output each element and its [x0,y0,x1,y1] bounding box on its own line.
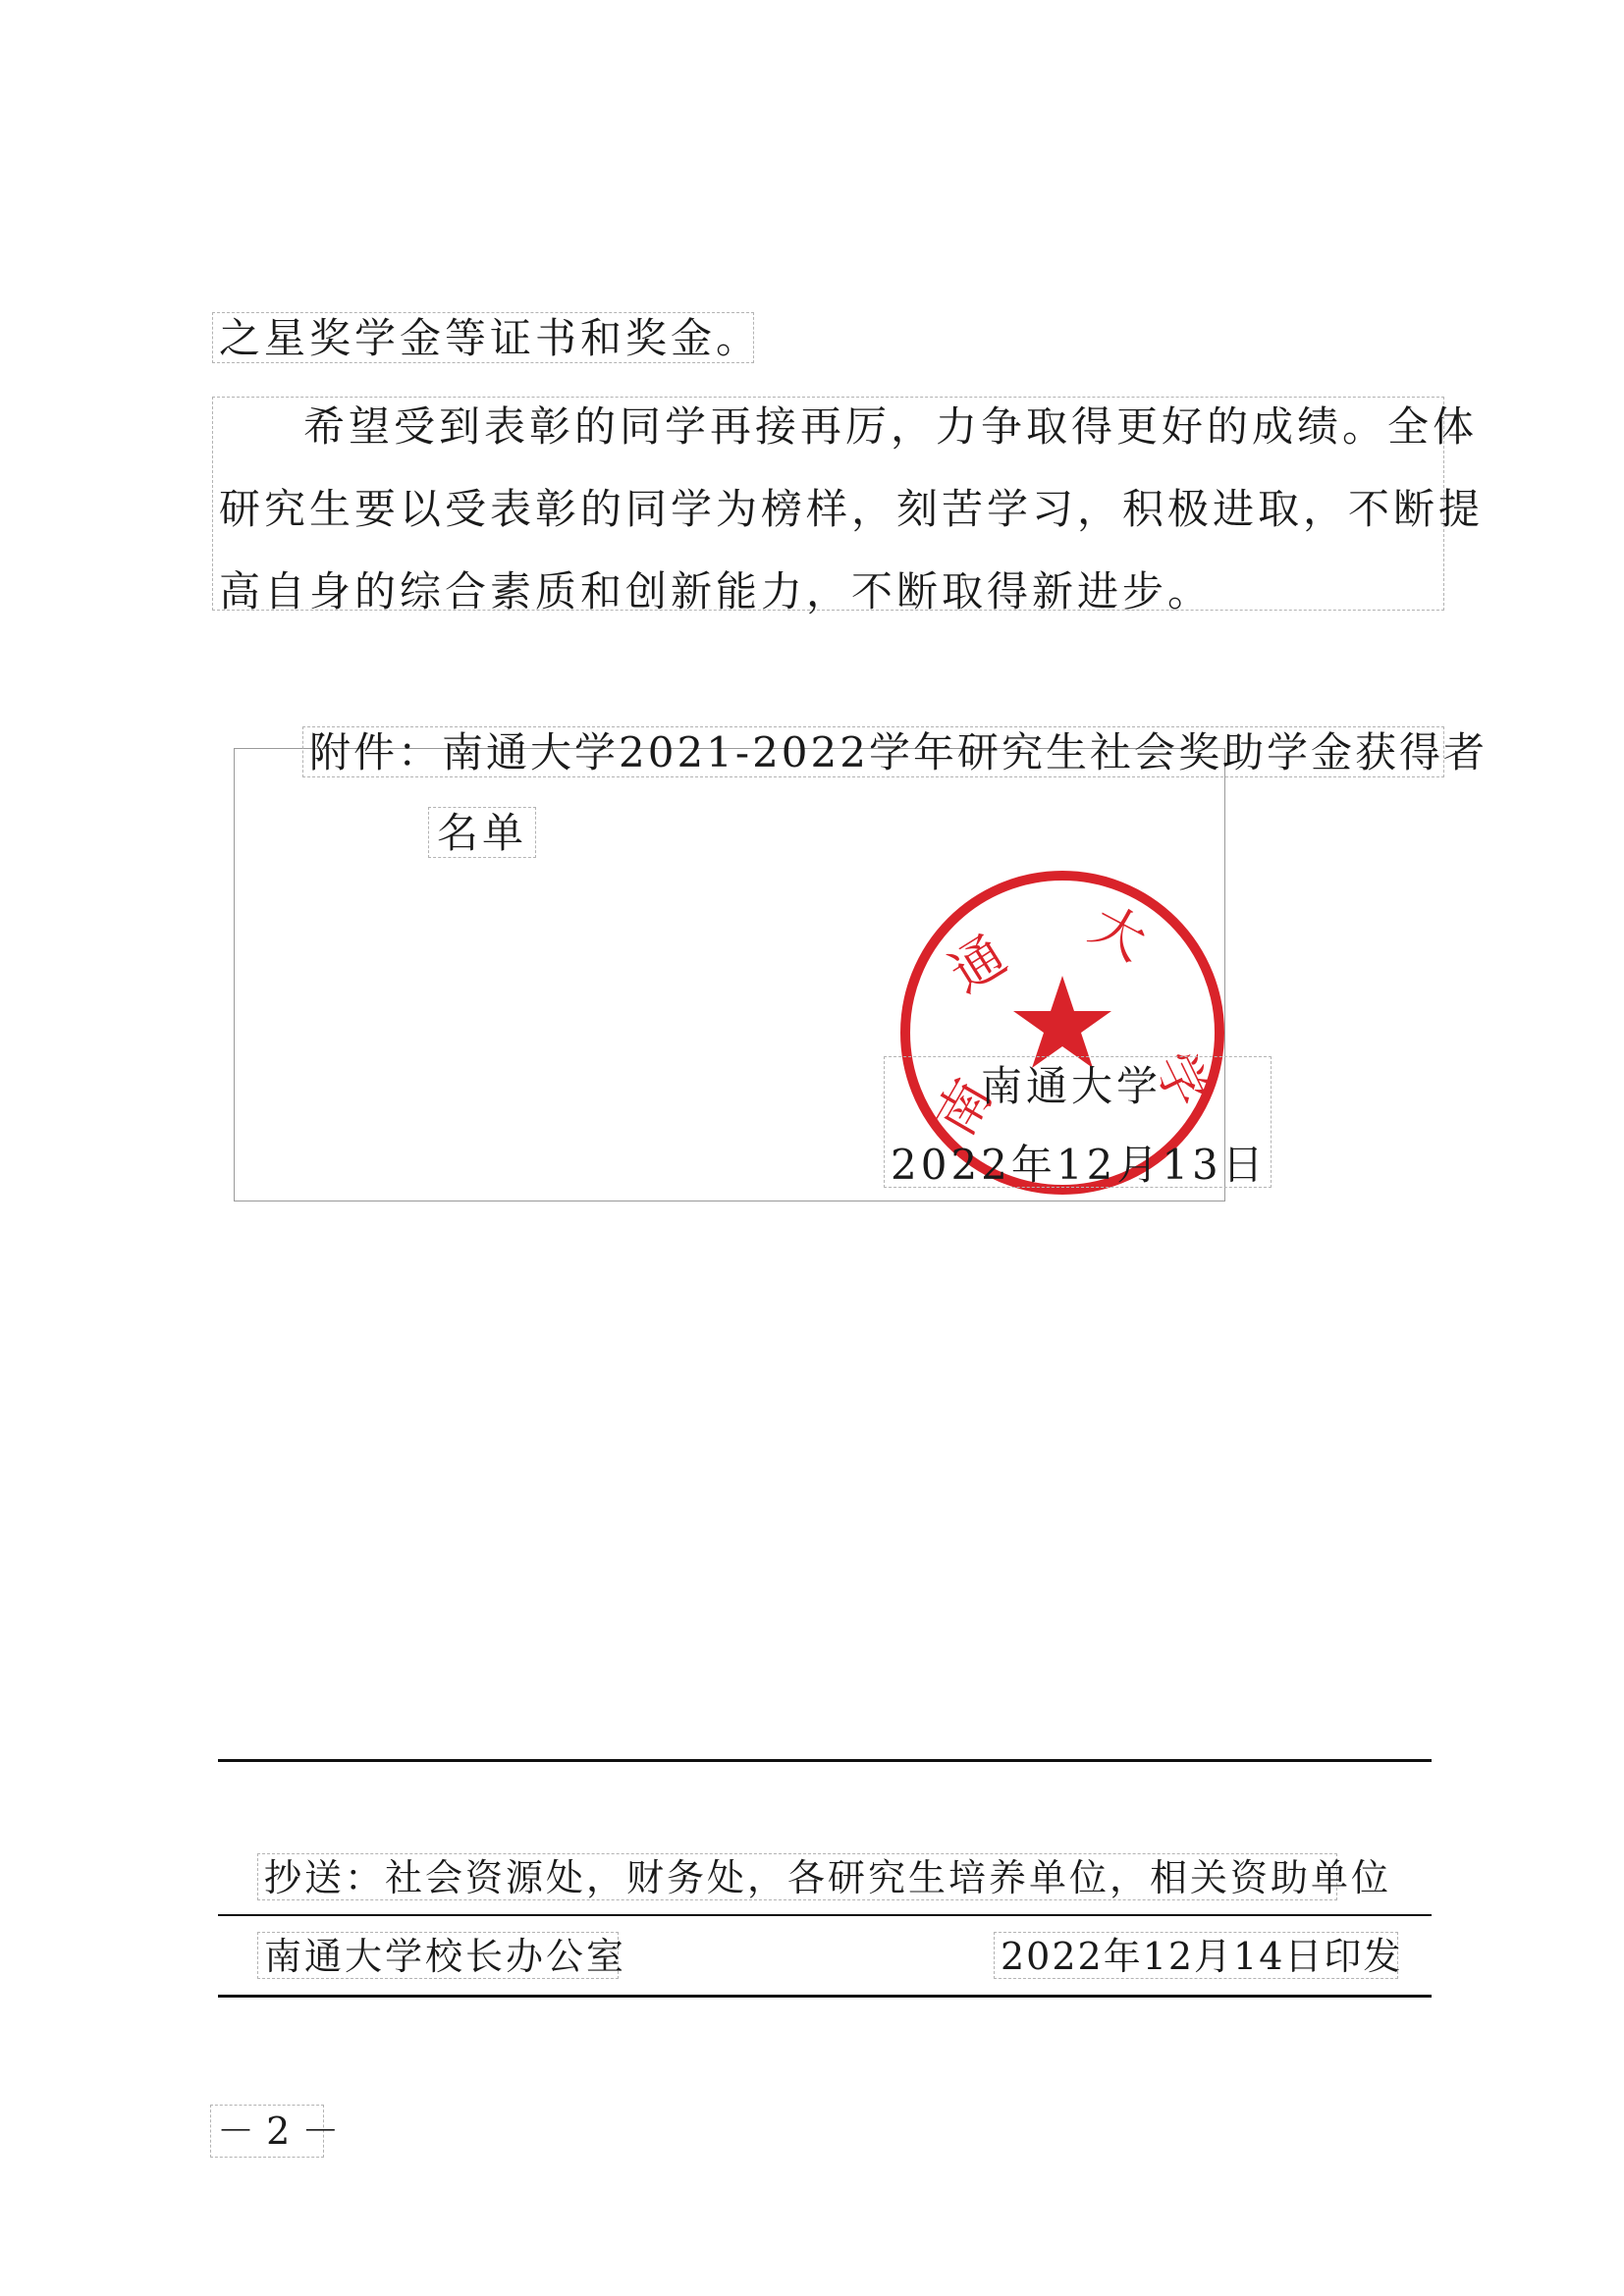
signature-block [884,1056,1272,1188]
print-date-text: 2022年12月14日印发 [1001,1935,1403,1978]
svg-text:南: 南 [924,1069,1004,1147]
footer-rule-top [218,1759,1432,1762]
paragraph-encouragement [212,397,1485,615]
cc-text: 抄送：社会资源处，财务处，各研究生培养单位，相关资助单位 [264,1856,1392,1899]
text-line-carryover-content: 之星奖学金等证书和奖金。 [219,314,762,362]
svg-text:大: 大 [1080,893,1157,973]
text-line-carryover [212,312,762,363]
signature-org: 南通大学 [981,1062,1163,1110]
paragraph-line-1: 希望受到表彰的同学再接再厉，力争取得更好的成绩。全体 [303,402,1479,451]
signature-date: 2022年12月13日 [891,1141,1268,1189]
svg-text:通: 通 [939,924,1017,1005]
print-date-line [994,1932,1403,1979]
svg-text:学: 学 [1142,1041,1221,1117]
cc-line [257,1853,1392,1900]
attachment-line-2 [428,807,536,858]
footer-rule-bottom [218,1995,1432,1998]
paragraph-line-3: 高自身的综合素质和创新能力，不断取得新进步。 [219,567,1214,615]
seal-star-icon [1013,976,1111,1068]
page-number [210,2105,340,2158]
issuer-line [257,1932,627,1979]
issuer-text: 南通大学校长办公室 [264,1935,627,1978]
attachment-title-cont: 名单 [437,809,528,857]
attachment-line-1 [302,726,1488,777]
page-number-text: － 2 － [217,2109,340,2153]
paragraph-line-2: 研究生要以受表彰的同学为榜样，刻苦学习，积极进取，不断提 [219,485,1485,533]
footer-rule-middle [218,1914,1432,1916]
attachment-title: 附件：南通大学2021-2022学年研究生社会奖助学金获得者 [309,728,1488,776]
